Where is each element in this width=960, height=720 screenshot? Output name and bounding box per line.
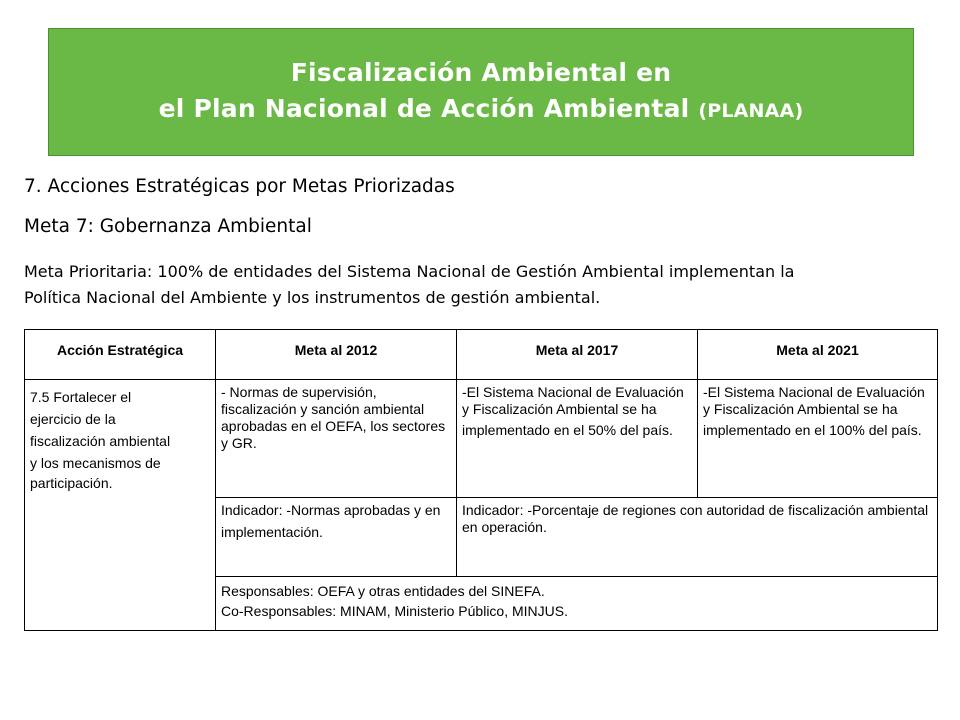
- indicator-2012-text-2: implementación.: [221, 524, 323, 540]
- priority-goal-line-2: Política Nacional del Ambiente y los instrumentos de gestión ambiental.: [24, 288, 601, 307]
- indicator-2017-2021-cell: [457, 498, 938, 577]
- section-heading: 7. Acciones Estratégicas por Metas Priorizadas: [24, 176, 455, 197]
- meta-2021-cell: [698, 380, 938, 498]
- action-line: fiscalización ambiental: [30, 433, 171, 449]
- meta-2021-text-1: -El Sistema Nacional de Evaluación y Fiscalización Ambiental se ha: [703, 384, 925, 417]
- action-line: ejercicio de la: [30, 411, 116, 427]
- priority-goal-line-1: Meta Prioritaria: 100% de entidades del Sistema Nacional de Gestión Ambiental implementan la: [24, 262, 795, 281]
- indicator-2012-text-1: Indicador: -Normas aprobadas y en: [221, 502, 441, 518]
- action-cell: [25, 380, 216, 631]
- action-line: participación.: [30, 475, 113, 491]
- header-meta-2012: Meta al 2012: [216, 330, 457, 380]
- action-line: 7.5 Fortalecer el: [30, 389, 132, 405]
- goals-table: [24, 329, 938, 631]
- co-responsables-text: Co-Responsables: MINAM, Ministerio Público, MINJUS.: [221, 603, 568, 619]
- indicator-2017-2021-text: Indicador: -Porcentaje de regiones con autoridad de fiscalización ambiental en operación.: [462, 502, 929, 535]
- meta-2021-text-2: implementado en el 100% del país.: [703, 422, 922, 438]
- goal-heading: Meta 7: Gobernanza Ambiental: [24, 216, 312, 237]
- meta-2017-cell: [457, 380, 698, 498]
- responsables-text: Responsables: OEFA y otras entidades del SINEFA.: [221, 583, 545, 599]
- header-meta-2021: Meta al 2021: [698, 330, 938, 380]
- title-line-2: [159, 91, 804, 129]
- title-abbreviation: (PLANAA): [698, 100, 804, 122]
- indicator-2012-cell: [216, 498, 457, 577]
- action-line: y los mecanismos de: [30, 455, 161, 471]
- header-meta-2017: Meta al 2017: [457, 330, 698, 380]
- title-line-2-main: el Plan Nacional de Acción Ambiental: [158, 94, 699, 123]
- table-header-row: [25, 330, 938, 380]
- meta-2017-text-1: -El Sistema Nacional de Evaluación y Fiscalización Ambiental se ha: [462, 384, 684, 417]
- meta-2012-text: - Normas de supervisión, fiscalización y sanción ambiental aprobadas en el OEFA, los sectores y GR.: [221, 384, 446, 451]
- responsables-cell: [216, 577, 938, 631]
- priority-goal: [24, 259, 960, 311]
- meta-2012-cell: [216, 380, 457, 498]
- meta-2017-text-2: implementado en el 50% del país.: [462, 422, 673, 438]
- title-line-1: Fiscalización Ambiental en: [290, 58, 672, 87]
- header-action: Acción Estratégica: [25, 330, 216, 380]
- table-row-goals: [25, 380, 938, 498]
- title-banner: [48, 28, 914, 156]
